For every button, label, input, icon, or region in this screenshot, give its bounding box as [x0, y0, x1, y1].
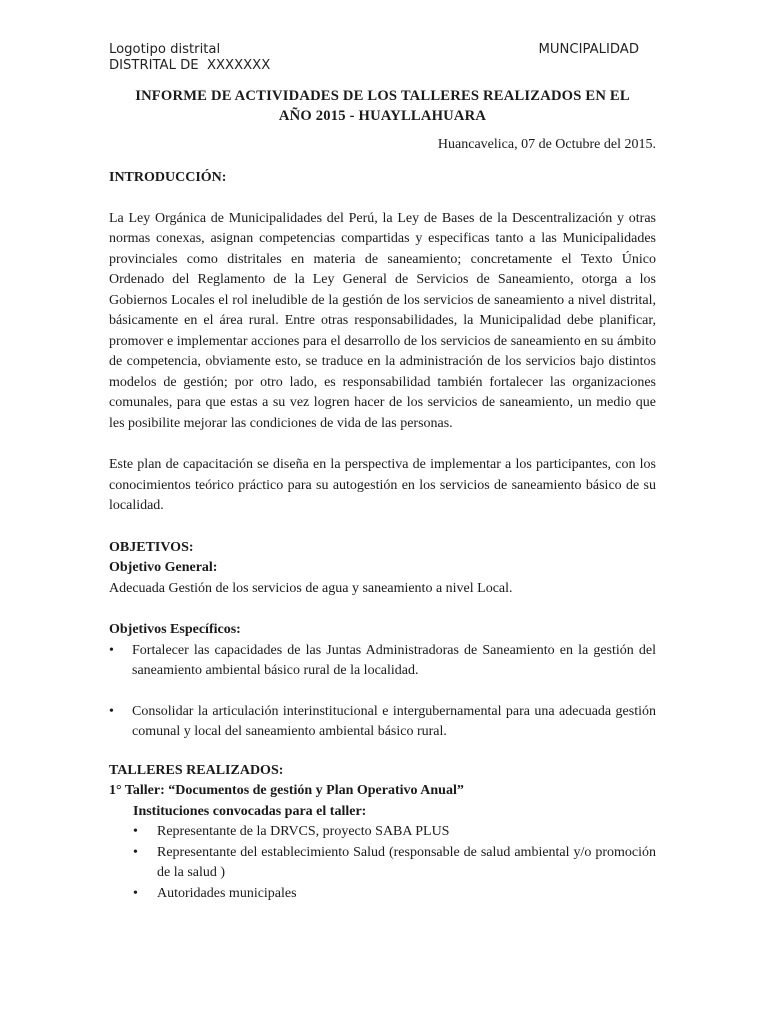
list-item: [109, 641, 656, 682]
list-item: [109, 702, 656, 743]
bullet-icon: •: [133, 824, 138, 839]
invited-institution-1: Representante de la DRVCS, proyecto SABA PLUS: [157, 824, 450, 839]
first-workshop-title: 1° Taller: “Documentos de gestión y Plan Operativo Anual”: [109, 783, 464, 798]
invited-institution-2: Representante del establecimiento Salud (responsable de salud ambiental y/o promoción de la salud ): [157, 844, 656, 880]
municipality-name-line1: MUNCIPALIDAD: [538, 42, 639, 57]
intro-paragraph-2: Este plan de capacitación se diseña en la perspectiva de implementar a los participantes, con los conocimientos teórico práctico para su autogestión en los servicios de saneamiento básico de su localidad.: [109, 457, 656, 513]
bullet-icon: •: [109, 642, 114, 658]
general-objective-heading: Objetivo General:: [109, 560, 218, 575]
specific-objectives-heading: Objetivos Específicos:: [109, 622, 241, 637]
objectives-heading: OBJETIVOS:: [109, 539, 194, 555]
general-objective-text: Adecuada Gestión de los servicios de agua y saneamiento a nivel Local.: [109, 580, 513, 596]
workshops-heading: TALLERES REALIZADOS:: [109, 762, 284, 778]
specific-objectives-list: [109, 641, 656, 743]
bullet-icon: •: [133, 844, 138, 860]
invited-institutions-heading: Instituciones convocadas para el taller:: [133, 803, 367, 819]
document-body: [109, 168, 656, 904]
bullet-icon: •: [109, 703, 114, 719]
page-header: [109, 42, 649, 74]
list-item: [133, 843, 656, 884]
invited-institution-3: Autoridades municipales: [157, 885, 297, 901]
specific-objective-1: Fortalecer las capacidades de las Juntas Administradoras de Saneamiento en la gestión del saneamiento ambiental básico rural de la localidad.: [132, 642, 656, 678]
invited-institutions-list: [109, 822, 656, 904]
intro-heading: INTRODUCCIÓN:: [109, 170, 227, 185]
document-title: [109, 86, 656, 126]
title-line1: INFORME DE ACTIVIDADES DE LOS TALLERES REALIZADOS EN EL: [135, 88, 630, 104]
document-date: Huancavelica, 07 de Octubre del 2015.: [437, 137, 656, 152]
list-item: [133, 822, 656, 843]
list-item: [133, 884, 656, 905]
bullet-icon: •: [133, 885, 138, 901]
intro-paragraph-1: La Ley Orgánica de Municipalidades del Perú, la Ley de Bases de la Descentralización y otras normas conexas, asignan competencias compartidas y especificas tanto a las Municipalidades provinciales como distritales en materia de saneamiento; concretamente el Texto Único Ordenado del Reglamento de la Ley General de Servicios de Saneamiento, otorga a los Gobiernos Locales el rol ineludible de la gestión de los servicios de saneamiento a nivel distrital, básicamente en el área rural. Entre otras responsabilidades, la Municipalidad debe planificar, promover e implementar acciones para el desarrollo de los servicios de saneamiento en su ámbito de competencia, obviamente esto, se traduce en la administración de los servicios bajo distintos modelos de gestión; por otro lado, es responsabilidad también fortalecer las organizaciones comunales, para que estas a su vez logren hacer de los servicios de saneamiento, un medio que les posibilite mejorar las condiciones de vida de las personas.: [109, 210, 656, 431]
logo-placeholder-text: Logotipo distrital: [109, 42, 221, 57]
specific-objective-2: Consolidar la articulación interinstitucional e intergubernamental para una adecuada gestión comunal y local del saneamiento ambiental básico rural.: [132, 703, 656, 739]
municipality-name-line2: DISTRITAL DE XXXXXXX: [109, 58, 271, 73]
title-line2: AÑO 2015 - HUAYLLAHUARA: [278, 108, 487, 124]
